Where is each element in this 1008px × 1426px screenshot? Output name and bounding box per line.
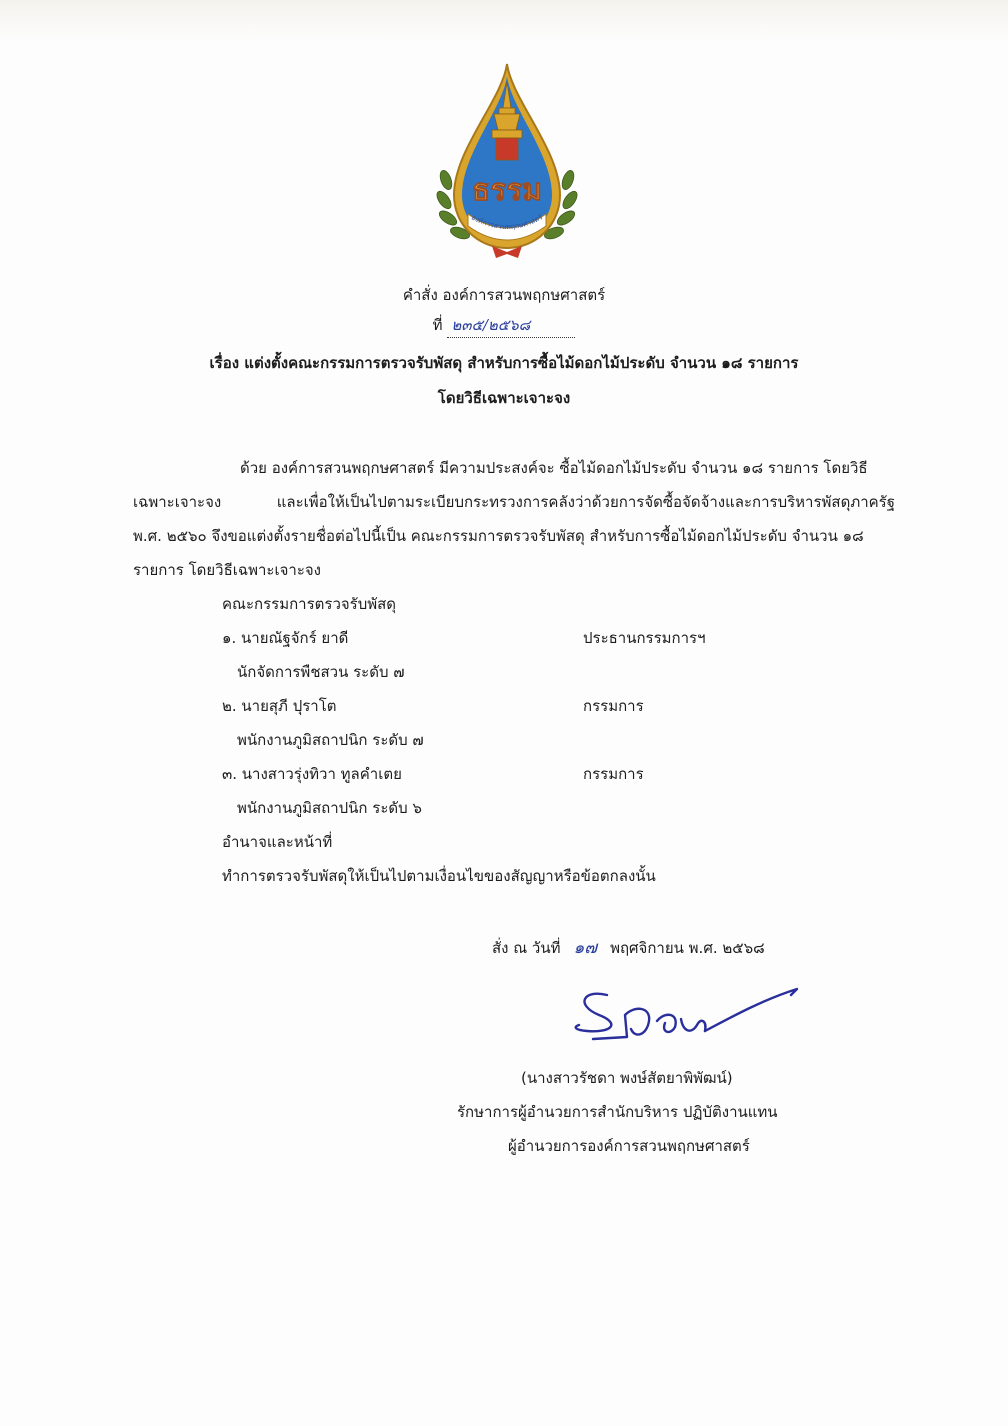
member-2-position: พนักงานภูมิสถาปนิก ระดับ ๗: [237, 731, 424, 749]
svg-text:ธรรม: ธรรม: [471, 173, 543, 208]
body-line-2: [133, 490, 895, 514]
order-number-value: ๒๓๕/๒๕๖๘: [447, 313, 575, 338]
organization-emblem-logo: [432, 60, 582, 260]
signatory-title-2: ผู้อำนวยการองค์การสวนพฤกษศาสตร์: [508, 1137, 750, 1155]
committee-heading: คณะกรรมการตรวจรับพัสดุ: [222, 595, 397, 613]
member-1-role: ประธานกรรมการฯ: [583, 629, 706, 647]
member-3-name: ๓. นางสาวรุ่งทิวา ทูลคำเตย: [222, 765, 402, 783]
signatory-name: (นางสาวรัชดา พงษ์สัตยาพิพัฒน์): [521, 1069, 733, 1087]
order-date-prefix: สั่ง ณ วันที่: [492, 939, 561, 957]
body-line-1: ด้วย องค์การสวนพฤกษศาสตร์ มีความประสงค์จะ ซื้อไม้ดอกไม้ประดับ จำนวน ๑๘ รายการ โดยวิธี: [240, 459, 868, 477]
member-3-role: กรรมการ: [583, 765, 644, 783]
body-line-2a: เฉพาะเจาะจง: [133, 493, 222, 511]
signatory-title-1: รักษาการผู้อำนวยการสำนักบริหาร ปฏิบัติงานแทน: [457, 1103, 778, 1121]
member-1-name: ๑. นายณัฐจักร์ ยาดี: [222, 629, 349, 647]
body-line-4: รายการ โดยวิธีเฉพาะเจาะจง: [133, 561, 321, 579]
member-2-role: กรรมการ: [583, 697, 644, 715]
order-subject-continued: โดยวิธีเฉพาะเจาะจง: [437, 389, 571, 407]
handwritten-signature: [565, 975, 805, 1050]
order-date-rest: พฤศจิกายน พ.ศ. ๒๕๖๘: [610, 939, 765, 957]
scan-edge: [0, 0, 1008, 40]
body-line-2b: และเพื่อให้เป็นไปตามระเบียบกระทรวงการคลังว่าด้วยการจัดซื้อจัดจ้างและการบริหารพัสดุภาครัฐ: [276, 493, 895, 511]
order-number-line: [0, 313, 1008, 338]
order-subject: เรื่อง แต่งตั้งคณะกรรมการตรวจรับพัสดุ สำหรับการซื้อไม้ดอกไม้ประดับ จำนวน ๑๘ รายการ: [209, 354, 799, 372]
duty-text: ทำการตรวจรับพัสดุให้เป็นไปตามเงื่อนไขของสัญญาหรือข้อตกลงนั้น: [222, 867, 656, 885]
member-2-name: ๒. นายสุภี ปุราโต: [222, 697, 337, 715]
order-date: [492, 934, 765, 961]
svg-text:องค์การสวนพฤกษศาสตร์: องค์การสวนพฤกษศาสตร์: [469, 213, 545, 232]
duty-heading: อำนาจและหน้าที่: [222, 833, 333, 851]
order-number-prefix: ที่: [432, 316, 443, 334]
order-title: คำสั่ง องค์การสวนพฤกษศาสตร์: [402, 286, 606, 304]
member-1-position: นักจัดการพืชสวน ระดับ ๗: [237, 663, 405, 681]
order-date-day: ๑๗: [573, 938, 598, 958]
body-line-3: พ.ศ. ๒๕๖๐ จึงขอแต่งตั้งรายชื่อต่อไปนี้เป็น คณะกรรมการตรวจรับพัสดุ สำหรับการซื้อไม้ดอกไม้ประดับ จำนวน ๑๘: [133, 527, 864, 545]
member-3-position: พนักงานภูมิสถาปนิก ระดับ ๖: [237, 799, 422, 817]
